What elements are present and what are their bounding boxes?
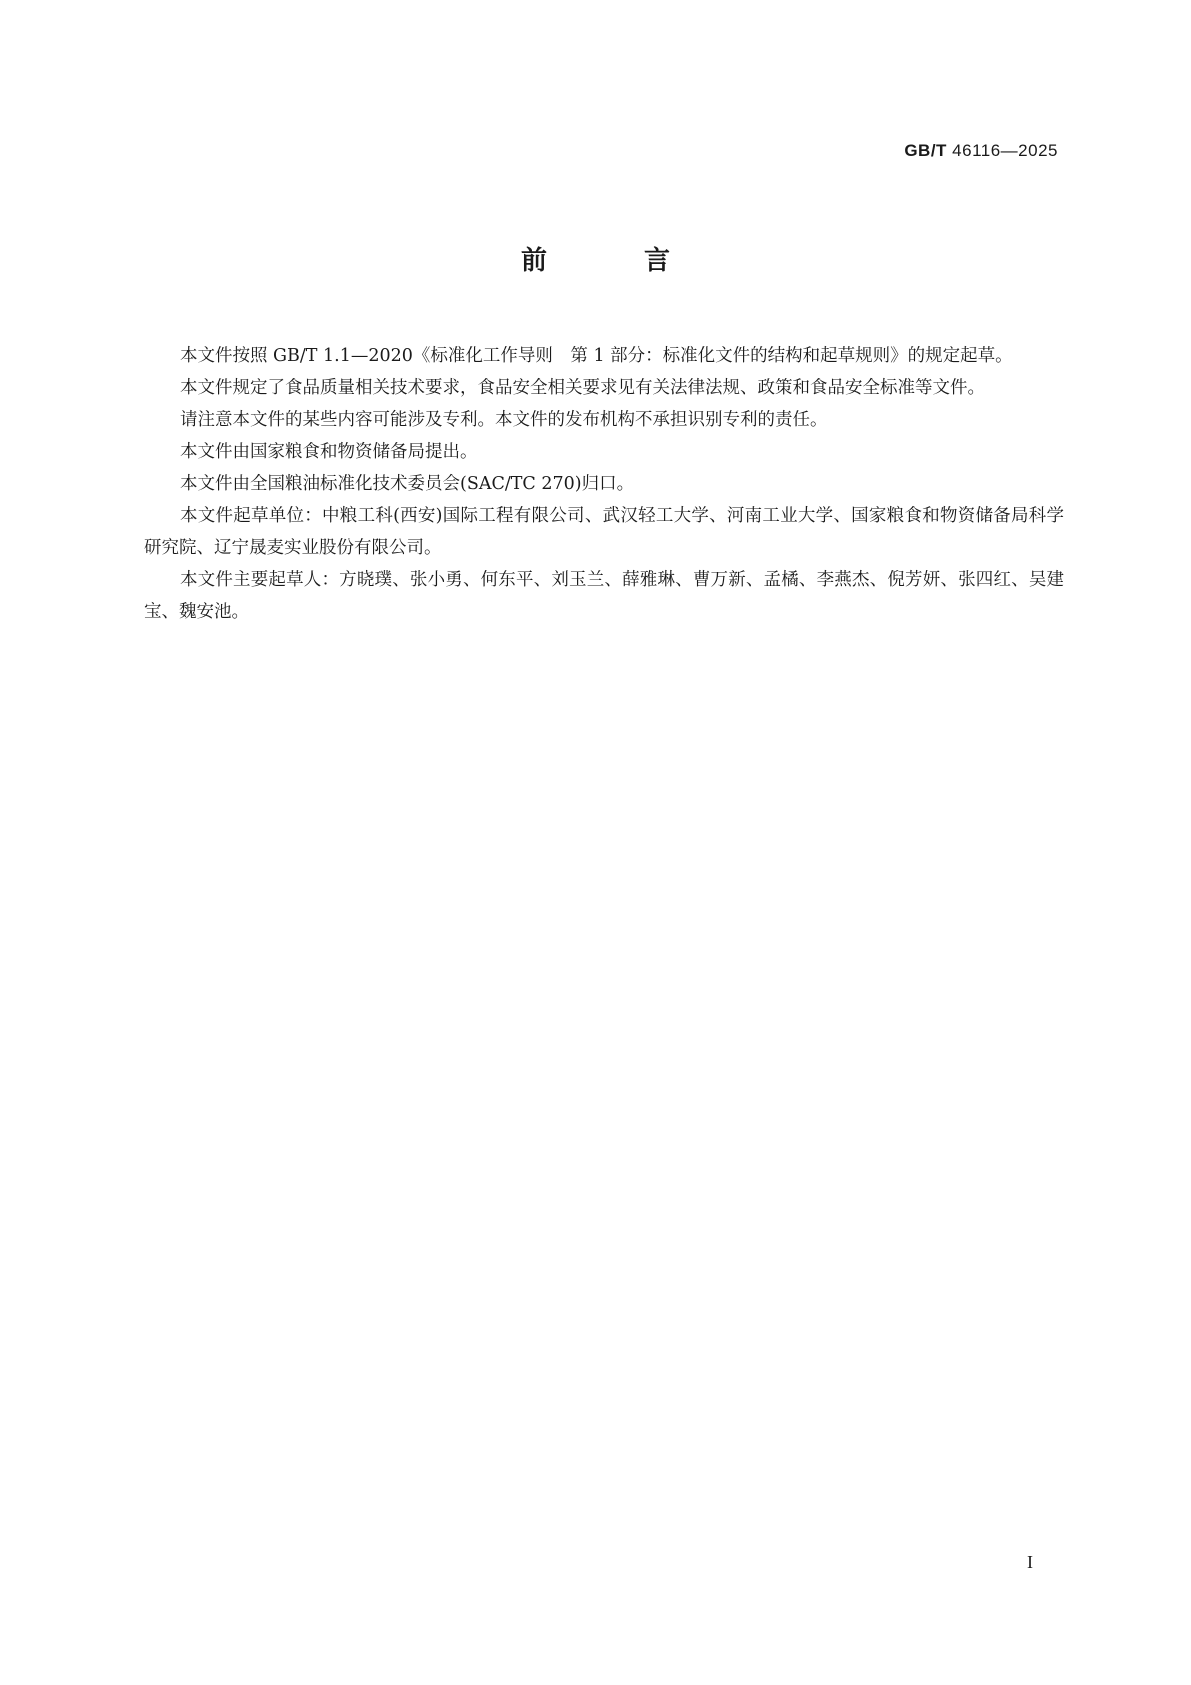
page-title: 前 言 bbox=[520, 246, 715, 276]
paragraph-drafting-rules: 本文件按照 GB/T 1.1—2020《标准化工作导则 第 1 部分：标准化文件的结构和起草规则》的规定起草。 bbox=[180, 346, 1013, 366]
paragraph-drafting-units: 本文件起草单位：中粮工科(西安)国际工程有限公司、武汉轻工大学、河南工业大学、国家粮食和物资储备局科学研究院、辽宁晟麦实业股份有限公司。 bbox=[144, 506, 1064, 558]
document-code-number: 46116—2025 bbox=[952, 141, 1058, 160]
page-number: I bbox=[1027, 1552, 1033, 1572]
paragraph-committee: 本文件由全国粮油标准化技术委员会(SAC/TC 270)归口。 bbox=[180, 474, 635, 494]
foreword-body bbox=[144, 340, 1064, 628]
paragraph-drafters: 本文件主要起草人：方晓璞、张小勇、何东平、刘玉兰、薛雅琳、曹万新、孟橘、李燕杰、倪芳妍、张四红、吴建宝、魏安池。 bbox=[144, 570, 1064, 622]
document-code-prefix: GB/T bbox=[904, 141, 947, 160]
paragraph-patent-notice: 请注意本文件的某些内容可能涉及专利。本文件的发布机构不承担识别专利的责任。 bbox=[180, 410, 828, 430]
paragraph-scope: 本文件规定了食品质量相关技术要求，食品安全相关要求见有关法律法规、政策和食品安全标准等文件。 bbox=[180, 378, 985, 398]
document-code bbox=[904, 141, 1058, 161]
paragraph-proposer: 本文件由国家粮食和物资储备局提出。 bbox=[180, 442, 478, 462]
